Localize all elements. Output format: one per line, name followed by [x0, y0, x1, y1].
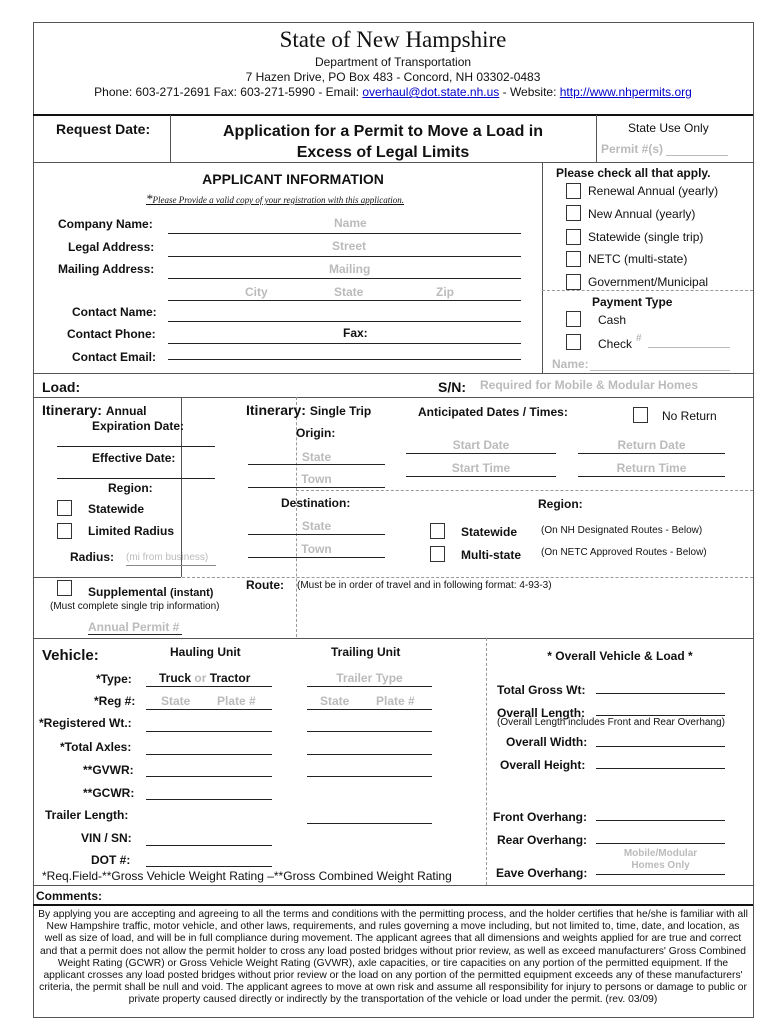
contact-name-label: Contact Name:: [72, 305, 157, 319]
supplemental-label: [88, 585, 213, 599]
fax-label: Fax:: [343, 326, 368, 340]
contact-prefix: Phone: 603-271-2691 Fax: 603-271-5990 - Email:: [94, 85, 363, 99]
no-return-checkbox[interactable]: [633, 407, 648, 423]
radius-field[interactable]: [126, 565, 216, 566]
permit-number-label: Permit #(s): [601, 142, 664, 156]
check-hash: #: [636, 333, 642, 344]
legal-address-field[interactable]: [168, 256, 521, 257]
company-name-label: Company Name:: [58, 217, 153, 231]
anticipated-dates-heading: Anticipated Dates / Times:: [418, 405, 568, 419]
contact-email-label: Contact Email:: [72, 350, 157, 364]
registration-note: [146, 191, 404, 207]
trailing-gvwr-field[interactable]: [307, 776, 432, 777]
city-placeholder: City: [245, 285, 268, 299]
check-name-label: Name:: [552, 357, 589, 371]
return-date-field[interactable]: [578, 453, 725, 454]
vehicle-footnote: *Req.Field-**Gross Vehicle Weight Rating –**Gross Combined Weight Rating: [42, 869, 452, 883]
annual-permit-placeholder: Annual Permit #: [88, 620, 180, 634]
supplemental-text: Supplemental: [88, 585, 167, 599]
start-time-placeholder: Start Time: [451, 461, 511, 475]
dot-field[interactable]: [146, 866, 272, 867]
vin-field[interactable]: [146, 845, 272, 846]
itinerary-type: Single Trip: [309, 404, 372, 418]
multistate-checkbox[interactable]: [430, 546, 445, 562]
permit-number-field[interactable]: [666, 155, 728, 156]
mailing-address-label: Mailing Address:: [58, 262, 155, 276]
mailing-placeholder: Mailing: [329, 262, 371, 276]
city-state-zip-field[interactable]: [168, 300, 521, 301]
trailing-reg-field[interactable]: [307, 709, 432, 710]
check-all-heading: Please check all that apply.: [556, 166, 711, 180]
statewide-single-trip-checkbox[interactable]: [566, 229, 581, 245]
trailing-axles-field[interactable]: [307, 754, 432, 755]
address: 7 Hazen Drive, PO Box 483 - Concord, NH 03302-0483: [245, 70, 541, 84]
total-gross-wt-label: Total Gross Wt:: [497, 683, 586, 697]
contact-phone-fax-field[interactable]: [168, 343, 521, 344]
effective-date-label: Effective Date:: [92, 451, 176, 465]
no-return-label: No Return: [662, 409, 717, 423]
overall-height-field[interactable]: [596, 768, 725, 769]
note-text: Please Provide a valid copy of your registration with this application.: [152, 195, 405, 205]
trailer-length-label: Trailer Length:: [45, 808, 129, 822]
overall-heading: * Overall Vehicle & Load *: [547, 649, 693, 663]
start-date-placeholder: Start Date: [452, 438, 510, 452]
route-label: Route:: [246, 578, 284, 592]
reg-label: *Reg #:: [94, 694, 136, 708]
destination-label: Destination:: [281, 496, 351, 510]
hauling-reg-state: State: [161, 694, 191, 708]
hauling-axles-field[interactable]: [146, 754, 272, 755]
trailing-reg-state: State: [320, 694, 350, 708]
cash-checkbox[interactable]: [566, 311, 581, 327]
destination-town-field[interactable]: [248, 557, 385, 558]
rear-overhang-label: Rear Overhang:: [497, 833, 588, 847]
radius-label: Radius:: [70, 550, 115, 564]
annual-statewide-checkbox[interactable]: [57, 500, 72, 516]
tractor-option: Tractor: [209, 671, 251, 685]
eave-overhang-field[interactable]: [596, 874, 725, 875]
front-overhang-field[interactable]: [596, 820, 725, 821]
single-region-label: Region:: [538, 497, 583, 511]
hauling-gvwr-field[interactable]: [146, 776, 272, 777]
mobile-modular-note: [596, 848, 725, 872]
government-checkbox[interactable]: [566, 274, 581, 290]
origin-town-field[interactable]: [248, 487, 385, 488]
website-prefix: - Website:: [499, 85, 560, 99]
registered-wt-label: *Registered Wt.:: [39, 716, 132, 730]
page-title: State of New Hampshire: [279, 27, 507, 52]
load-label: Load:: [42, 379, 81, 395]
single-statewide-checkbox[interactable]: [430, 523, 445, 539]
hauling-reg-field[interactable]: [146, 709, 272, 710]
government-label: Government/Municipal: [588, 275, 709, 289]
destination-town-placeholder: Town: [301, 542, 332, 556]
start-time-field[interactable]: [406, 476, 556, 477]
check-name-field[interactable]: [590, 370, 730, 371]
limited-radius-checkbox[interactable]: [57, 523, 72, 539]
new-annual-checkbox[interactable]: [566, 205, 581, 221]
sn-placeholder[interactable]: Required for Mobile & Modular Homes: [480, 378, 699, 392]
state-use-label: State Use Only: [628, 121, 709, 135]
form-title-line1: Application for a Permit to Move a Load in: [222, 123, 544, 140]
total-axles-label: *Total Axles:: [60, 740, 132, 754]
zip-placeholder: Zip: [436, 285, 454, 299]
netc-checkbox[interactable]: [566, 251, 581, 267]
email-link[interactable]: overhaul@dot.state.nh.us: [362, 85, 500, 99]
trailing-reg-plate: Plate #: [376, 694, 415, 708]
origin-label: Origin:: [296, 426, 336, 440]
trailing-unit-heading: Trailing Unit: [331, 645, 401, 659]
contact-line: [33, 85, 753, 99]
legal-address-label: Legal Address:: [68, 240, 155, 254]
truck-or-tractor: [159, 671, 250, 685]
destination-state-field[interactable]: [248, 534, 385, 535]
overall-width-label: Overall Width:: [506, 735, 588, 749]
hauling-unit-heading: Hauling Unit: [170, 645, 241, 659]
hauling-registered-wt-field[interactable]: [146, 731, 272, 732]
contact-phone-label: Contact Phone:: [67, 327, 156, 341]
payment-type-heading: Payment Type: [592, 295, 673, 309]
limited-radius-label: Limited Radius: [88, 524, 175, 538]
vehicle-label: Vehicle:: [42, 647, 99, 664]
check-number-field[interactable]: [648, 347, 730, 348]
multistate-label: Multi-state: [461, 548, 521, 562]
front-overhang-label: Front Overhang:: [493, 810, 588, 824]
origin-state-placeholder: State: [301, 450, 332, 464]
request-date-label: Request Date:: [56, 121, 151, 137]
gcwr-label: **GCWR:: [83, 786, 135, 800]
check-checkbox[interactable]: [566, 334, 581, 350]
statewide-note: (On NH Designated Routes - Below): [541, 525, 703, 536]
comments-label: Comments:: [36, 889, 103, 903]
renewal-annual-label: Renewal Annual (yearly): [588, 184, 719, 198]
origin-town-placeholder: Town: [301, 472, 332, 486]
annual-region-label: Region:: [108, 481, 153, 495]
gcwr-field[interactable]: [146, 799, 272, 800]
destination-state-placeholder: State: [301, 519, 332, 533]
annual-permit-field[interactable]: [88, 634, 182, 635]
dot-label: DOT #:: [91, 853, 131, 867]
netc-label: NETC (multi-state): [588, 252, 688, 266]
effective-date-field[interactable]: [57, 478, 215, 479]
return-date-placeholder: Return Date: [617, 438, 686, 452]
note-star: *: [146, 191, 153, 206]
truck-option: Truck: [159, 671, 192, 685]
return-time-placeholder: Return Time: [616, 461, 687, 475]
form-title: [170, 121, 596, 163]
itinerary-label: Itinerary:: [42, 402, 102, 418]
mobile-note-line1: Mobile/Modular: [623, 848, 698, 859]
state-placeholder: State: [334, 285, 364, 299]
start-date-field[interactable]: [406, 453, 556, 454]
vin-label: VIN / SN:: [81, 831, 132, 845]
annual-statewide-label: Statewide: [88, 502, 145, 516]
company-name-field[interactable]: [168, 233, 521, 234]
total-gross-wt-field[interactable]: [596, 693, 725, 694]
cash-label: Cash: [598, 313, 627, 327]
website-link[interactable]: http://www.nhpermits.org: [559, 85, 692, 99]
expiration-date-field[interactable]: [57, 446, 215, 447]
radius-placeholder: (mi from business): [126, 552, 209, 563]
sn-label: S/N:: [438, 379, 466, 395]
supplemental-instant: (instant): [170, 587, 214, 599]
overall-height-label: Overall Height:: [500, 758, 586, 772]
multistate-note: (On NETC Approved Routes - Below): [541, 547, 707, 558]
form-title-line2: Excess of Legal Limits: [296, 144, 470, 161]
department: Department of Transportation: [314, 55, 472, 69]
gvwr-label: **GVWR:: [83, 763, 134, 777]
statewide-single-trip-label: Statewide (single trip): [588, 230, 704, 244]
supplemental-checkbox[interactable]: [57, 580, 72, 596]
single-statewide-label: Statewide: [461, 525, 518, 539]
itinerary-type: Annual: [105, 404, 147, 418]
new-annual-label: New Annual (yearly): [588, 207, 696, 221]
type-label: *Type:: [96, 672, 132, 686]
overall-width-field[interactable]: [596, 746, 725, 747]
expiration-date-label: Expiration Date:: [92, 419, 185, 433]
trailer-type-placeholder: Trailer Type: [336, 671, 403, 685]
supplemental-note: (Must complete single trip information): [50, 601, 220, 612]
check-label: Check: [598, 337, 633, 351]
eave-overhang-label: Eave Overhang:: [496, 866, 588, 880]
terms-text: By applying you are accepting and agreeing to all the terms and conditions with the permitting process, and the holder certifies that he/she is familiar with all New Hampshire traffic, motor vehicle, and other laws, requirements, and rules governing a move including, but not limited to, time, date, and location, as well as size of load, and will be in full compliance during movement. The applicant agrees that all dimensions and weights applied for are true and correct and that a permit does not allow the permit holder to cross any load posted bridges without prior review, as well as exceed manufacturers' Gross Combined Weight Rating (GCWR) or Gross Vehicle Weight Rating (GVWR), axle capacities, or tire capacities on any portion of the permitted equipment. If the applicant crosses any load posted bridges without prior review or the load on any portion of the permitted equipment exceeds any of these manufacturers' criteria, the permit shall be null and void. The applicant agrees to move at own risk and assume all responsibility for injury to persons or damage to public or private property caused directly or indirectly by the transportation of the vehicle or load under the permit. (rev. 03/09): [38, 909, 748, 1006]
divider: [33, 904, 753, 906]
itinerary-label: Itinerary:: [246, 402, 306, 418]
or-text: or: [194, 671, 207, 685]
return-time-field[interactable]: [578, 476, 725, 477]
hauling-type-field[interactable]: [146, 686, 272, 687]
itinerary-annual-heading: [42, 402, 146, 418]
contact-email-field[interactable]: [168, 359, 521, 360]
overall-length-field[interactable]: [596, 715, 725, 716]
name-placeholder: Name: [334, 216, 367, 230]
contact-name-field[interactable]: [168, 321, 521, 322]
hauling-reg-plate: Plate #: [217, 694, 256, 708]
origin-state-field[interactable]: [248, 464, 385, 465]
rear-overhang-field[interactable]: [596, 843, 725, 844]
applicant-heading: APPLICANT INFORMATION: [202, 171, 384, 187]
overall-length-label: Overall Length:: [497, 706, 586, 720]
itinerary-single-heading: [246, 402, 371, 418]
divider: [33, 114, 753, 116]
trailer-type-field[interactable]: [307, 686, 432, 687]
trailing-registered-wt-field[interactable]: [307, 731, 432, 732]
renewal-annual-checkbox[interactable]: [566, 183, 581, 199]
overall-length-note: (Overall Length includes Front and Rear Overhang): [497, 717, 725, 728]
route-note: (Must be in order of travel and in following format: 4-93-3): [297, 580, 552, 591]
mobile-note-line2: Homes Only: [631, 860, 690, 871]
trailer-length-field[interactable]: [307, 823, 432, 824]
mailing-address-field[interactable]: [168, 278, 521, 279]
street-placeholder: Street: [332, 239, 367, 253]
